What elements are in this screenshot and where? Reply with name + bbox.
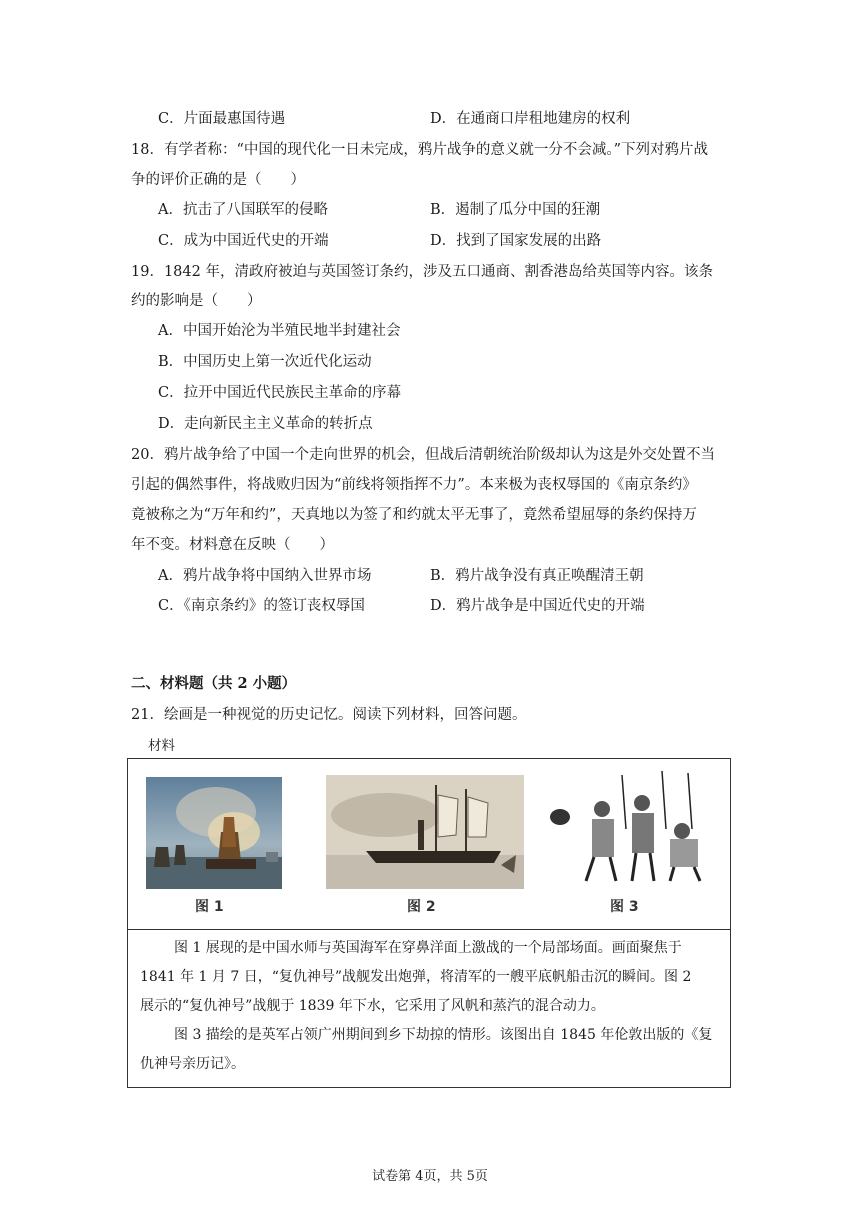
- q18-option-c: C．成为中国近代史的开端: [158, 233, 329, 249]
- figure-2-caption: 图 2: [407, 899, 436, 915]
- material-paragraph-2-line2: 仇神号亲历记》。: [140, 1056, 245, 1072]
- q19-option-b: B．中国历史上第一次近代化运动: [158, 354, 372, 370]
- section-title: 二、材料题（共 2 小题）: [131, 675, 297, 692]
- figure-2-steamship-image: [326, 775, 524, 889]
- q19-option-a: A．中国开始沦为半殖民地半封建社会: [158, 323, 401, 339]
- page-footer: 试卷第 4页，共 5页: [372, 1169, 488, 1184]
- q18-option-d: D．找到了国家发展的出路: [430, 233, 602, 249]
- q19-stem-line2: 约的影响是（ ）: [131, 293, 262, 309]
- q19-option-d: D．走向新民主主义革命的转折点: [158, 416, 373, 432]
- q20-stem-line4: 年不变。材料意在反映（ ）: [131, 537, 334, 553]
- q17-option-d: D．在通商口岸租地建房的权利: [430, 111, 631, 127]
- q19-stem-line1: 19．1842 年，清政府被迫与英国签订条约，涉及五口通商、割香港岛给英国等内容。该条: [131, 264, 713, 280]
- material-paragraph-1-line3: 展示的“复仇神号”战舰于 1839 年下水，它采用了风帆和蒸汽的混合动力。: [140, 998, 605, 1014]
- q18-option-a: A．抗击了八国联军的侵略: [158, 202, 328, 218]
- q20-option-c: C．《南京条约》的签订丧权辱国: [158, 598, 365, 614]
- q18-stem-line2: 争的评价正确的是（ ）: [131, 172, 305, 188]
- figure-1-caption: 图 1: [195, 899, 224, 915]
- q18-option-b: B．遏制了瓜分中国的狂潮: [430, 202, 601, 218]
- q20-option-d: D．鸦片战争是中国近代史的开端: [430, 598, 645, 614]
- material-paragraph-1-line1: 图 1 展现的是中国水师与英国海军在穿鼻洋面上激战的一个局部场面。画面聚焦于: [174, 940, 682, 956]
- q20-option-a: A．鸦片战争将中国纳入世界市场: [158, 568, 372, 584]
- q20-stem-line3: 竟被称之为“万年和约”，天真地以为签了和约就太平无事了，竟然希望屈辱的条约保持万: [131, 507, 697, 523]
- q21-stem: 21．绘画是一种视觉的历史记忆。阅读下列材料，回答问题。: [131, 707, 527, 723]
- q20-option-b: B．鸦片战争没有真正唤醒清王朝: [430, 568, 644, 584]
- q20-stem-line1: 20．鸦片战争给了中国一个走向世界的机会，但战后清朝统治阶级却认为这是外交处置不当: [131, 447, 715, 463]
- q17-option-c: C．片面最惠国待遇: [158, 111, 286, 127]
- material-divider: [128, 929, 730, 930]
- q20-stem-line2: 引起的偶然事件，将战败归因为“前线将领指挥不力”。本来极为丧权辱国的《南京条约》: [131, 477, 697, 493]
- material-label: 材料: [148, 738, 175, 754]
- figure-3-caption: 图 3: [610, 899, 639, 915]
- material-paragraph-2-line1: 图 3 描绘的是英军占领广州期间到乡下劫掠的情形。该图出自 1845 年伦敦出版的《复: [174, 1027, 713, 1043]
- q18-stem-line1: 18．有学者称：“中国的现代化一日未完成，鸦片战争的意义就一分不会减。”下列对鸦片战: [131, 142, 709, 158]
- figure-3-soldiers-sketch-image: [542, 769, 718, 889]
- figure-1-naval-battle-image: [146, 777, 282, 889]
- material-box: [127, 758, 731, 1088]
- material-paragraph-1-line2: 1841 年 1 月 7 日，“复仇神号”战舰发出炮弹，将清军的一艘平底帆船击沉的瞬间。图 2: [140, 969, 692, 985]
- q19-option-c: C．拉开中国近代民族民主革命的序幕: [158, 385, 402, 401]
